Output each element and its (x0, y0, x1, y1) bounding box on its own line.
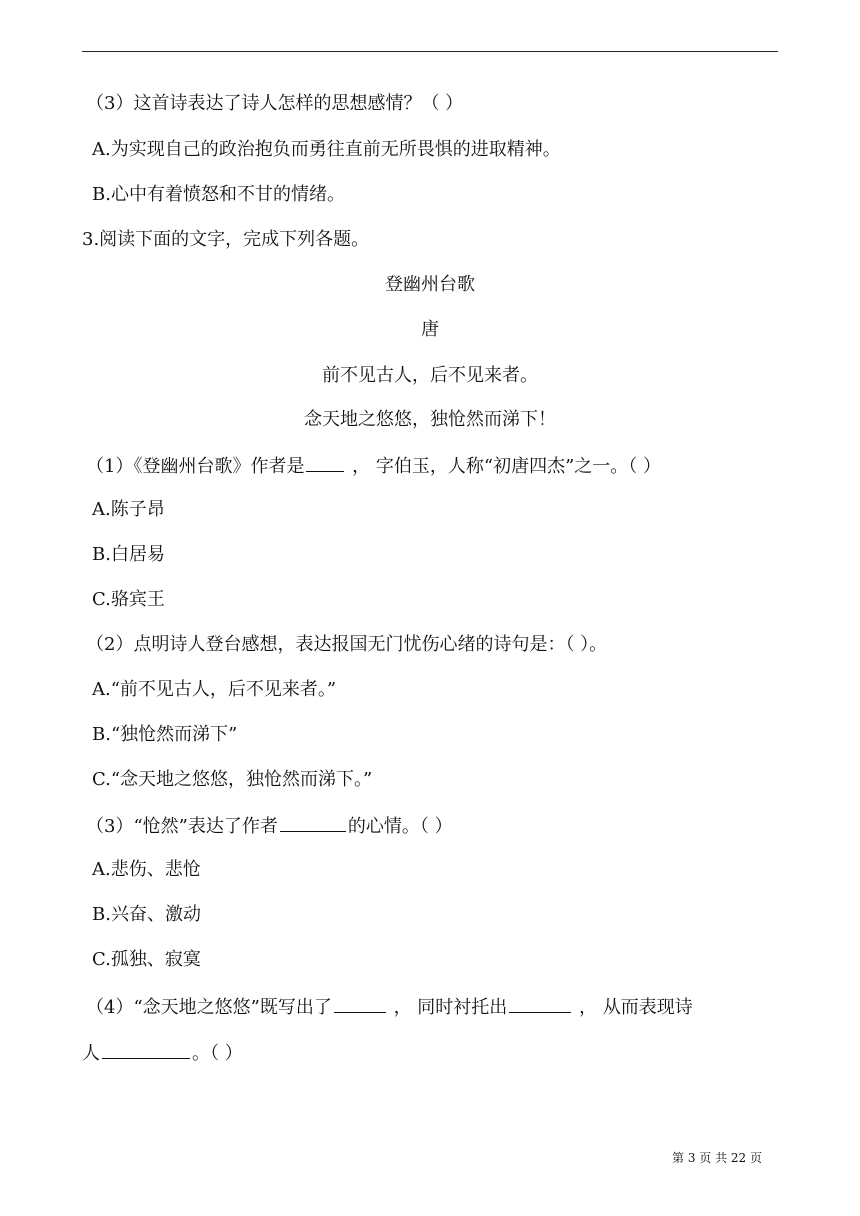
option-a: A.悲伤、悲怆 (92, 859, 201, 880)
option-a: A.“前不见古人，后不见来者。” (92, 679, 337, 700)
option-c: C.骆宾王 (92, 589, 165, 610)
answer-blank[interactable] (102, 1040, 190, 1059)
subquestion-4-stem: （4）“念天地之悠悠”既写出了 ， 同时衬托出 ， 从而表现诗 (86, 994, 693, 1020)
option-c: C.孤独、寂寞 (92, 949, 201, 970)
poem-line-1: 前不见古人，后不见来者。 (322, 365, 538, 386)
subquestion-4-stem-continued: 人 。（ ） (82, 1040, 243, 1066)
option-a: A.陈子昂 (92, 499, 165, 520)
question-3-instruction: 3.阅读下面的文字，完成下列各题。 (82, 229, 370, 250)
answer-blank[interactable] (306, 453, 344, 472)
answer-blank[interactable] (280, 813, 346, 832)
option-b: B.白居易 (92, 544, 165, 565)
page-number: 第 3 页 共 22 页 (672, 1151, 762, 1165)
subquestion-1-stem: （1）《登幽州台歌》作者是 ， 字伯玉，人称“初唐四杰”之一。（ ） (86, 453, 661, 479)
answer-blank[interactable] (334, 994, 386, 1013)
poem-title: 登幽州台歌 (385, 274, 475, 295)
option-b: B.兴奋、激动 (92, 904, 201, 925)
answer-blank[interactable] (509, 994, 571, 1013)
option-a: A.为实现自己的政治抱负而勇往直前无所畏惧的进取精神。 (92, 139, 561, 160)
subquestion-2-stem: （2）点明诗人登台感想，表达报国无门忧伤心绪的诗句是：（ ）。 (86, 634, 608, 655)
option-c: C.“念天地之悠悠，独怆然而涕下。” (92, 769, 373, 790)
poem-line-2: 念天地之悠悠，独怆然而涕下！ (304, 409, 556, 430)
subquestion-3-stem: （3）“怆然”表达了作者 的心情。（ ） (86, 813, 453, 839)
poem-dynasty: 唐 (421, 319, 439, 340)
header-rule (82, 51, 778, 52)
option-b: B.“独怆然而涕下” (92, 724, 238, 745)
option-b: B.心中有着愤怒和不甘的情绪。 (92, 184, 345, 205)
question-stem: （3）这首诗表达了诗人怎样的思想感情？（ ） (86, 93, 464, 114)
